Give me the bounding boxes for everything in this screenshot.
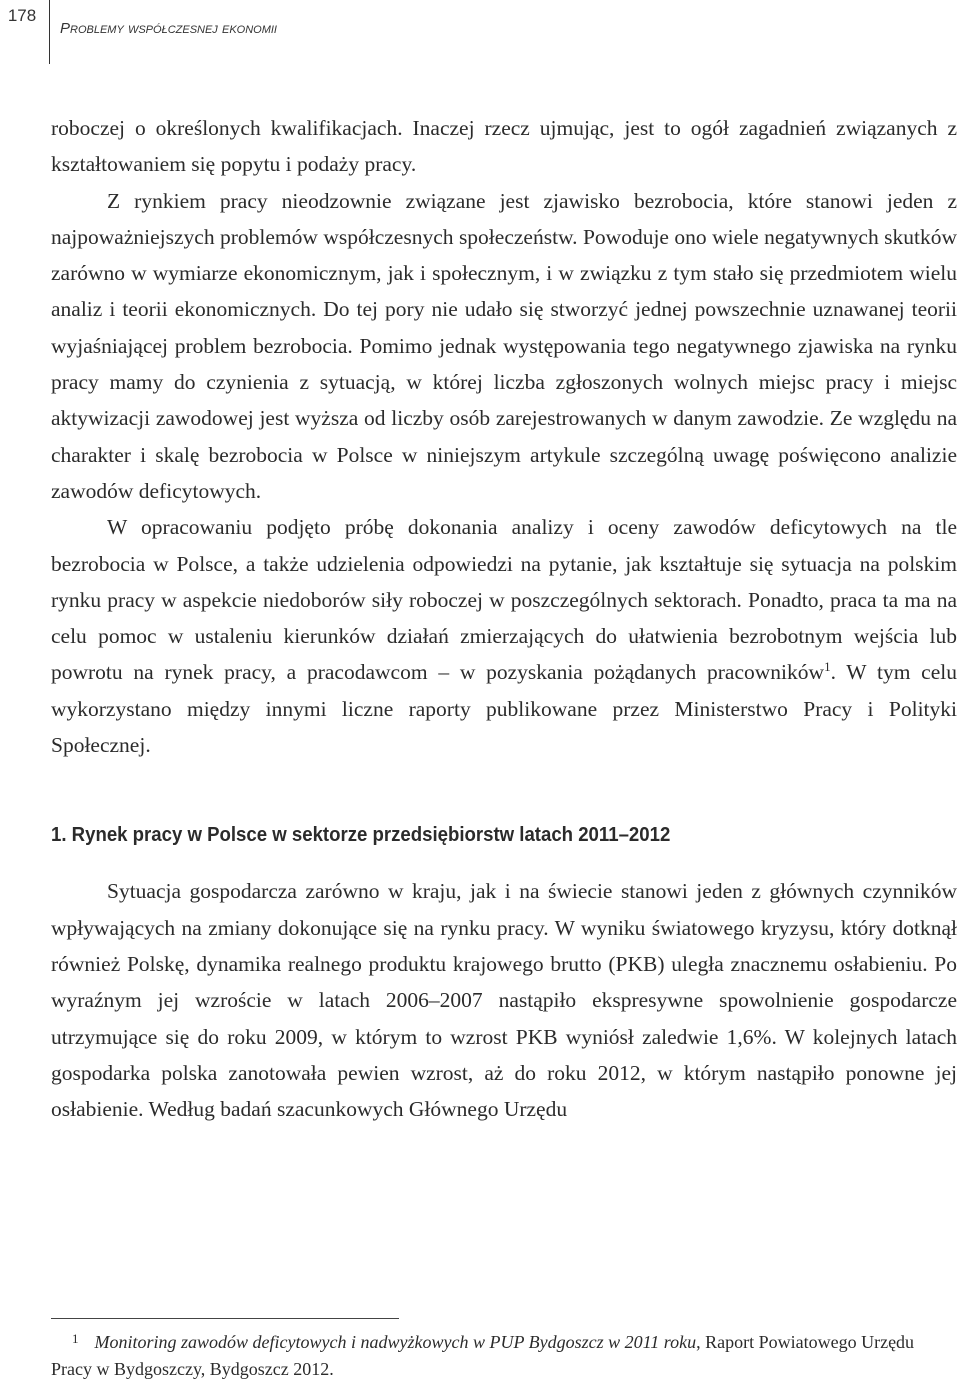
section-spacer <box>51 763 957 817</box>
paragraph-unemployment: Z rynkiem pracy nieodzownie związane jest zjawisko bezrobocia, które stanowi jeden z najpoważniejszych problemów współczesnych społeczeństw. Powoduje ono wiele negatywnych skutków zarówno w wymiarze ekonomicznym, jak i społecznym, i w związku z tym stało się przedmiotem wielu analiz i teorii ekonomicznych. Do tej pory nie udało się stworzyć jednej powszechnie uznawanej teorii wyjaśniającej problem bezrobocia. Pomimo jednak występowania tego negatywnego zjawiska na rynku pracy mamy do czynienia z sytuacją, w której liczba zgłoszonych wolnych miejsc pracy i miejsc aktywizacji zawodowej jest wyższa od liczby osób zarejestrowanych w danym zawodzie. Ze względu na charakter i skalę bezrobocia w Polsce w niniejszym artykule szczególną uwagę poświęcono analizie zawodów deficytowych. <box>51 188 957 503</box>
heading-spacer <box>51 853 957 873</box>
footnote-mark: 1 <box>72 1331 79 1346</box>
page-number: 178 <box>7 6 37 25</box>
footnote-title: Monitoring zawodów deficytowych i nadwyżkowych w PUP Bydgoszcz w 2011 roku <box>94 1332 697 1352</box>
footnote-source: , Raport Powiatowego Urzędu Pracy w Bydgoszczy, Bydgoszcz 2012. <box>51 1332 915 1379</box>
section-heading: 1. Rynek pracy w Polsce w sektorze przedsiębiorstw latach 2011–2012 <box>51 824 671 847</box>
body-text <box>51 110 957 1127</box>
footnote-divider <box>51 1318 399 1319</box>
footnote <box>51 1325 957 1383</box>
paragraph-economic-situation: Sytuacja gospodarcza zarówno w kraju, jak i na świecie stanowi jeden z głównych czynników wpływających na zmiany dokonujące się na rynku pracy. W wyniku światowego kryzysu, który dotknął również Polskę, dynamika realnego produktu krajowego brutto (PKB) uległa znacznemu osłabieniu. Po wyraźnym jej wzroście w latach 2006–2007 nastąpiło ekspresywne spowolnienie gospodarcze utrzymujące się do roku 2009, w którym to wzrost PKB wyniósł zaledwie 1,6%. W kolejnych latach gospodarka polska zanotowała pewien wzrost, aż do roku 2012, w którym nastąpiło ponowne jej osłabienie. Według badań szacunkowych Głównego Urzędu <box>51 879 957 1122</box>
paragraph-continued: roboczej o określonych kwalifikacjach. Inaczej rzecz ujmując, jest to ogół zagadnień związanych z kształtowaniem się popytu i podaży pracy. <box>51 116 957 177</box>
header-divider <box>49 0 50 64</box>
page-header <box>0 0 960 64</box>
footnote-reference[interactable]: 1 <box>824 659 831 675</box>
paragraph-study-aim-part-1: W opracowaniu podjęto próbę dokonania analizy i oceny zawodów deficytowych na tle bezrobocia w Polsce, a także udzielenia odpowiedzi na pytanie, jak kształtuje się sytuacja na polskim rynku pracy w aspekcie niedoborów siły roboczej w poszczególnych sektorach. Ponadto, praca ta ma na celu pomoc w ustaleniu kierunków działań zmierzających do ułatwienia bezrobotnym wejścia lub powrotu na rynek pracy, a pracodawcom – w pozyskania pożądanych pracowników <box>51 515 957 685</box>
running-head: Problemy współczesnej ekonomii <box>60 20 277 37</box>
paragraph-study-aim-part-2: . W tym celu wykorzystano między innymi liczne raporty publikowane przez Ministerstwo Pracy i Polityki Społecznej. <box>51 660 957 758</box>
paragraph-study-aim <box>51 509 957 763</box>
